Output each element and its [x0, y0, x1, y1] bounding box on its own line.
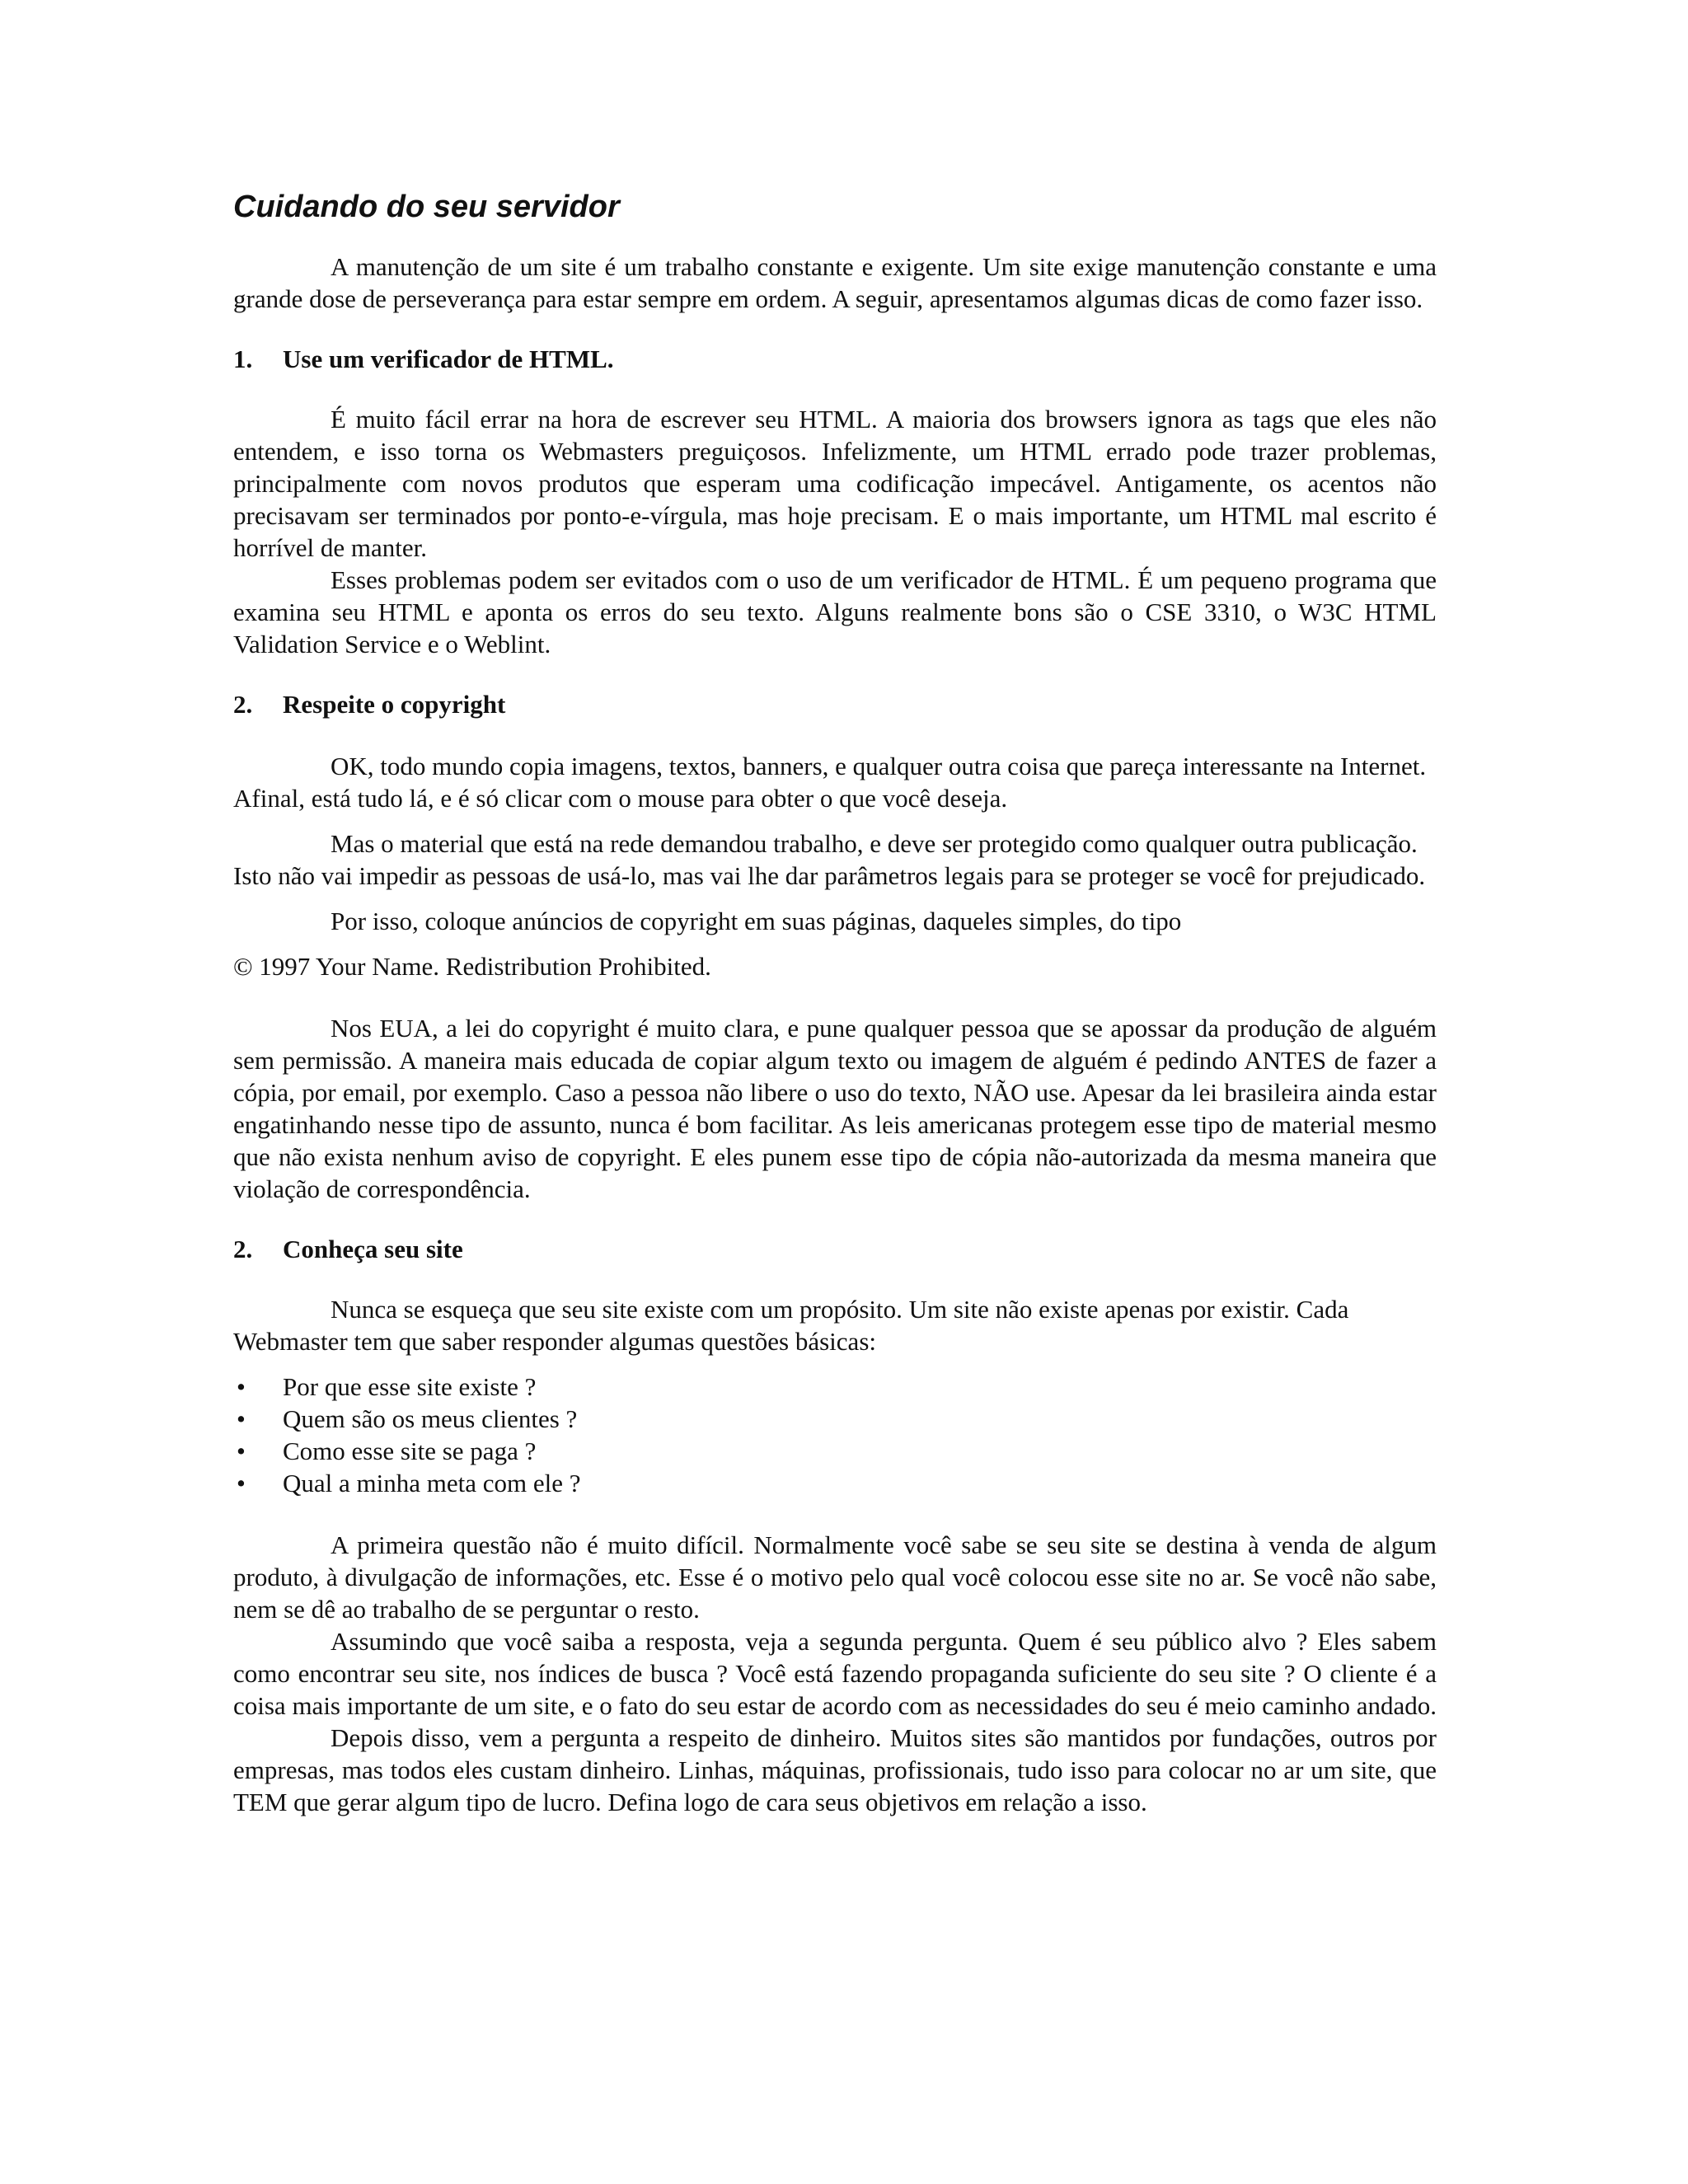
- section-heading-html-checker: [233, 343, 1437, 375]
- document-page: [233, 188, 1437, 1818]
- section-title: Conheça seu site: [283, 1235, 463, 1263]
- section-title: Respeite o copyright: [283, 690, 506, 719]
- section-number: 2.: [233, 1235, 253, 1263]
- paragraph: OK, todo mundo copia imagens, textos, banners, e qualquer outra coisa que pareça interessante na Internet. Afinal, está tudo lá, e é só clicar com o mouse para obter o que você deseja.: [233, 752, 1427, 813]
- list-item: • Quem são os meus clientes ?: [233, 1403, 1437, 1435]
- paragraph: Depois disso, vem a pergunta a respeito de dinheiro. Muitos sites são mantidos por fundações, outros por empresas, mas todos eles custam dinheiro. Linhas, máquinas, profissionais, tudo isso para colocar no ar um site, que TEM que gerar algum tipo de lucro. Defina logo de cara seus objetivos em relação a isso.: [233, 1723, 1437, 1816]
- bullet-icon: •: [237, 1404, 246, 1433]
- paragraph: A primeira questão não é muito difícil. Normalmente você sabe se seu site se destina à venda de algum produto, à divulgação de informações, etc. Esse é o motivo pelo qual você colocou esse site no ar. Se você não sabe, nem se dê ao trabalho de se perguntar o resto.: [233, 1530, 1437, 1624]
- section-number: 1.: [233, 344, 253, 373]
- questions-list: [233, 1371, 1437, 1499]
- paragraph: Nos EUA, a lei do copyright é muito clara, e pune qualquer pessoa que se apossar da produção de alguém sem permissão. A maneira mais educada de copiar algum texto ou imagem de alguém é pedindo ANTES de fazer a cópia, por email, por exemplo. Caso a pessoa não libere o uso do texto, NÃO use. Apesar da lei brasileira ainda estar engatinhando nesse tipo de assunto, nunca é bom facilitar. As leis americanas protegem esse tipo de material mesmo que não exista nenhum aviso de copyright. E eles punem esse tipo de cópia não-autorizada da mesma maneira que violação de correspondência.: [233, 1014, 1437, 1203]
- intro-paragraph: A manutenção de um site é um trabalho constante e exigente. Um site exige manutenção constante e uma grande dose de perseverança para estar sempre em ordem. A seguir, apresentamos algumas dicas de como fazer isso.: [233, 252, 1437, 313]
- bullet-icon: •: [237, 1436, 246, 1465]
- section-number: 2.: [233, 690, 253, 719]
- paragraph: Esses problemas podem ser evitados com o uso de um verificador de HTML. É um pequeno programa que examina seu HTML e aponta os erros do seu texto. Alguns realmente bons são o CSE 3310, o W3C HTML Validation Service e o Weblint.: [233, 565, 1437, 658]
- list-item: • Como esse site se paga ?: [233, 1435, 1437, 1467]
- copyright-notice: © 1997 Your Name. Redistribution Prohibited.: [233, 952, 711, 981]
- section-heading-copyright: [233, 688, 1437, 720]
- section-title: Use um verificador de HTML.: [283, 344, 614, 373]
- list-item: • Qual a minha meta com ele ?: [233, 1467, 1437, 1499]
- paragraph: Mas o material que está na rede demandou trabalho, e deve ser protegido como qualquer outra publicação. Isto não vai impedir as pessoas de usá-lo, mas vai lhe dar parâmetros legais para se proteger se você for prejudicado.: [233, 829, 1426, 890]
- list-item: • Por que esse site existe ?: [233, 1371, 1437, 1403]
- paragraph: Nunca se esqueça que seu site existe com um propósito. Um site não existe apenas por existir. Cada Webmaster tem que saber responder algumas questões básicas:: [233, 1295, 1349, 1356]
- page-title: Cuidando do seu servidor: [233, 190, 620, 224]
- section-heading-know-your-site: [233, 1233, 1437, 1265]
- paragraph: Assumindo que você saiba a resposta, veja a segunda pergunta. Quem é seu público alvo ? Eles sabem como encontrar seu site, nos índices de busca ? Você está fazendo propaganda suficiente do seu site ? O cliente é a coisa mais importante de um site, e o fato do seu estar de acordo com as necessidades do seu é meio caminho andado.: [233, 1627, 1437, 1720]
- bullet-icon: •: [237, 1372, 246, 1401]
- bullet-icon: •: [237, 1469, 246, 1497]
- paragraph: É muito fácil errar na hora de escrever seu HTML. A maioria dos browsers ignora as tags que eles não entendem, e isso torna os Webmasters preguiçosos. Infelizmente, um HTML errado pode trazer problemas, principalmente com novos produtos que esperam uma codificação impecável. Antigamente, os acentos não precisavam ser terminados por ponto-e-vírgula, mas hoje precisam. E o mais importante, um HTML mal escrito é horrível de manter.: [233, 405, 1437, 562]
- paragraph: Por isso, coloque anúncios de copyright em suas páginas, daqueles simples, do tipo: [331, 907, 1182, 935]
